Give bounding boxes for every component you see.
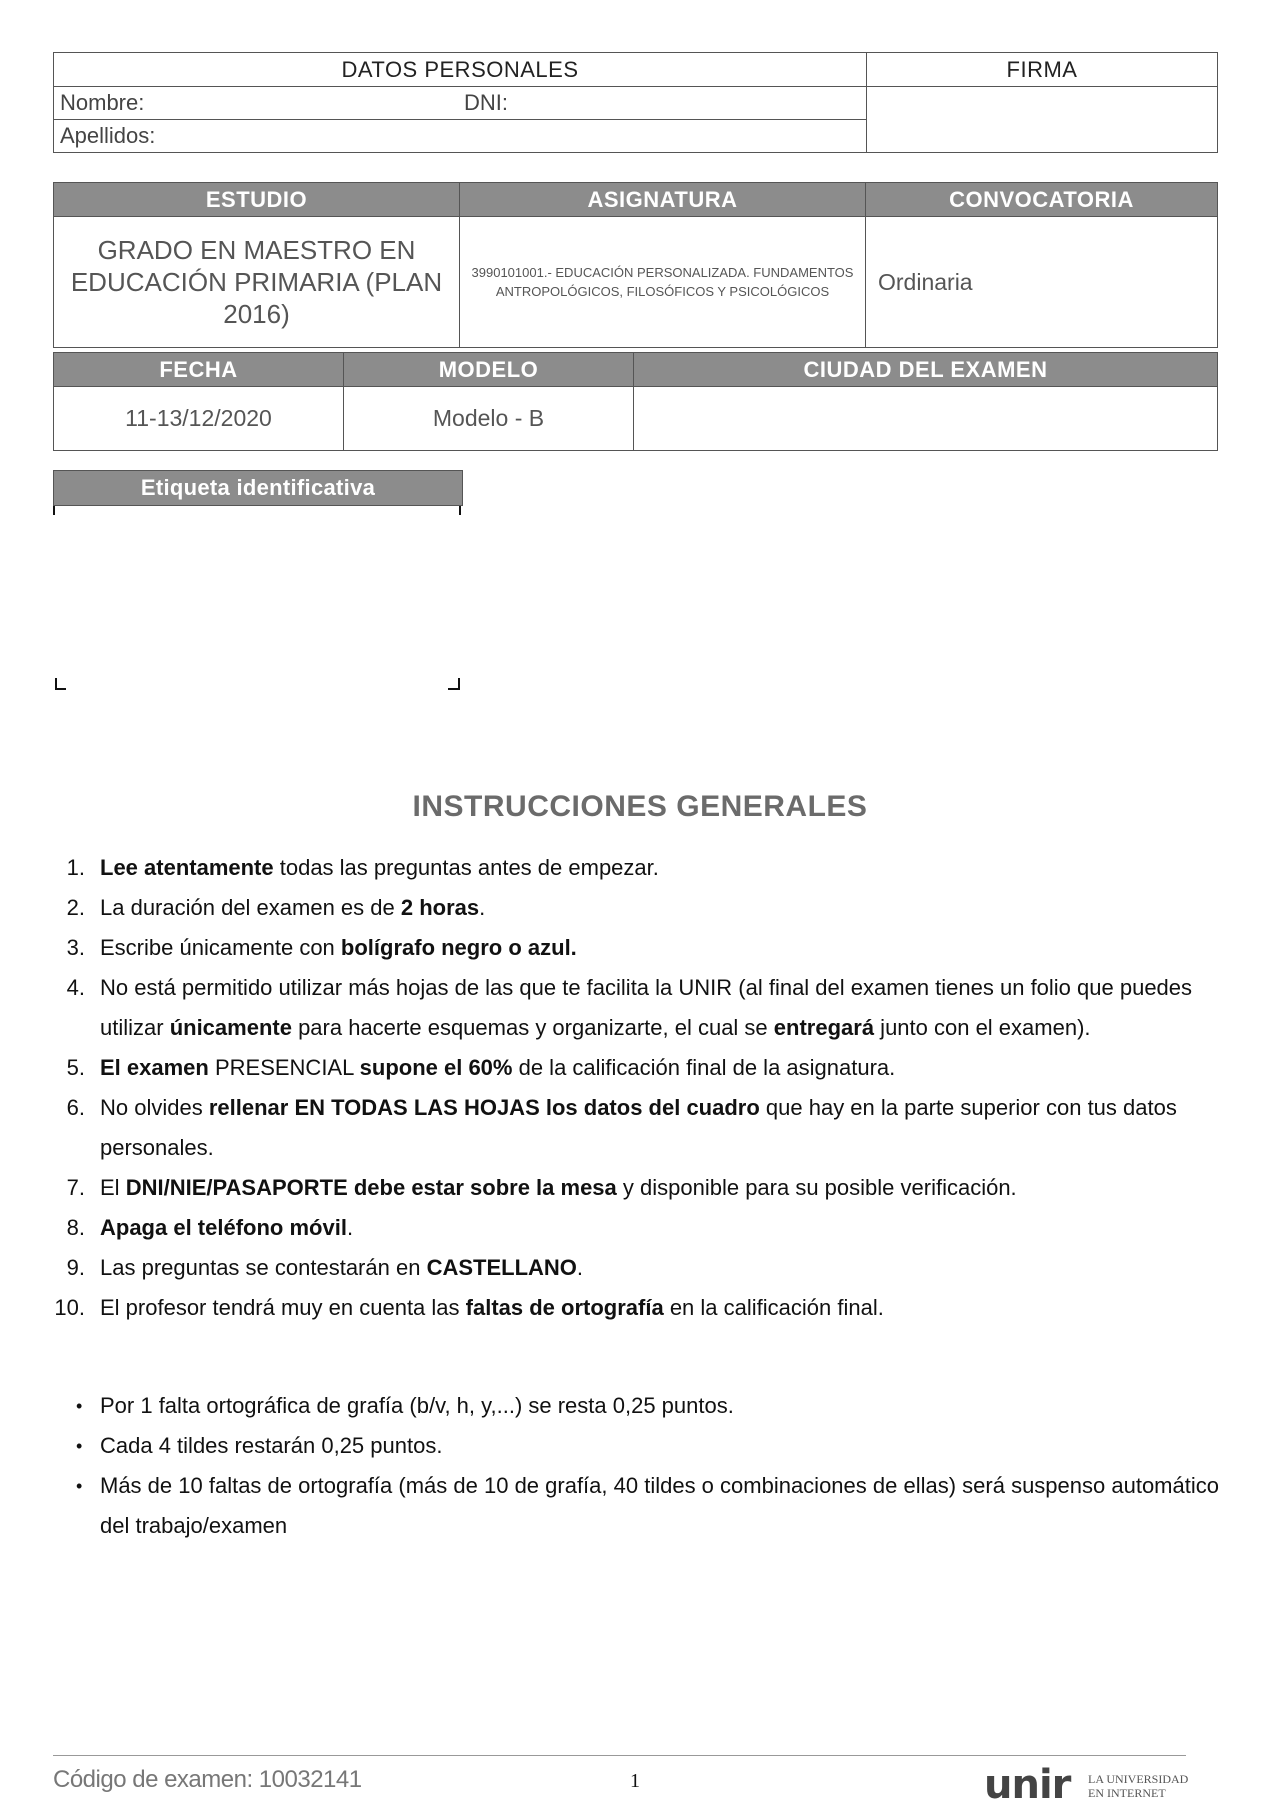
model-value: Modelo - B (344, 387, 634, 451)
logo-tagline-line2: EN INTERNET (1088, 1786, 1166, 1800)
instruction-bold-text: supone el 60% (359, 1055, 513, 1080)
bullet-icon: • (76, 1436, 83, 1456)
date-header: FECHA (54, 353, 344, 387)
instruction-text: para hacerte esquemas y organizarte, el cual se (291, 1015, 774, 1040)
name-label: Nombre: (60, 90, 145, 115)
instruction-bold-text: entregará (773, 1015, 875, 1040)
logo-tagline-line1: LA UNIVERSIDAD (1088, 1772, 1189, 1786)
instruction-text: y disponible para su posible verificación. (616, 1175, 1017, 1200)
degree-value: GRADO EN MAESTRO EN EDUCACIÓN PRIMARIA (PLAN 2016) (54, 217, 460, 348)
instruction-text: junto con el examen). (874, 1015, 1091, 1040)
instructions-title: INSTRUCCIONES GENERALES (412, 790, 868, 823)
instruction-text: PRESENCIAL (208, 1055, 360, 1080)
instruction-item (60, 1048, 1225, 1088)
name-dni-row[interactable] (54, 87, 867, 120)
instruction-bold-text: El examen (100, 1055, 209, 1080)
instruction-item (60, 848, 1225, 888)
instruction-bold-text: CASTELLANO (426, 1255, 577, 1280)
spelling-rule-text: Más de 10 faltas de ortografía (más de 10 de grafía, 40 tildes o combinaciones de ellas) será suspenso automático del trabajo/examen (100, 1473, 1219, 1538)
spelling-rule-item (60, 1386, 1225, 1426)
bullet-icon: • (76, 1396, 83, 1416)
instruction-number: 10. (54, 1295, 85, 1320)
label-corner-bottom-left (55, 678, 67, 690)
instruction-item (60, 1168, 1225, 1208)
personal-data-header: DATOS PERSONALES (54, 53, 867, 87)
label-corner-top-left (53, 506, 62, 515)
subject-value: 3990101001.- EDUCACIÓN PERSONALIZADA. FUNDAMENTOS ANTROPOLÓGICOS, FILOSÓFICOS Y PSICOLÓGICOS (460, 217, 866, 348)
spelling-rule-text: Por 1 falta ortográfica de grafía (b/v, h, y,...) se resta 0,25 puntos. (100, 1393, 734, 1418)
page-number: 1 (630, 1770, 640, 1792)
instructions-list (54, 848, 1225, 1328)
instruction-text: . (576, 1255, 584, 1280)
footer-divider (53, 1755, 1186, 1756)
date-value: 11-13/12/2020 (54, 387, 344, 451)
surname-row[interactable] (54, 120, 867, 153)
instruction-number: 3. (66, 935, 85, 960)
study-table (53, 182, 1218, 348)
label-corner-bottom-right (448, 678, 460, 690)
instruction-bold-text: faltas de ortografía (465, 1295, 664, 1320)
instruction-number: 6. (66, 1095, 85, 1120)
instruction-text: todas las preguntas antes de empezar. (273, 855, 659, 880)
spelling-rules-list (60, 1386, 1225, 1546)
instruction-item (60, 968, 1225, 1048)
instruction-item (54, 1288, 1225, 1328)
city-value[interactable] (634, 387, 1218, 451)
instruction-item (60, 888, 1225, 928)
dni-label: DNI: (464, 90, 508, 115)
surname-label: Apellidos: (60, 123, 156, 148)
logo-tagline (1088, 1772, 1188, 1800)
model-header: MODELO (344, 353, 634, 387)
exam-code: Código de examen: 10032141 (53, 1766, 362, 1793)
instruction-item (60, 928, 1225, 968)
personal-data-table (53, 52, 1218, 153)
instruction-number: 8. (66, 1215, 85, 1240)
call-header: CONVOCATORIA (866, 183, 1218, 217)
instruction-number: 2. (66, 895, 85, 920)
instruction-item (60, 1088, 1225, 1168)
instruction-bold-text: DNI/NIE/PASAPORTE debe estar sobre la mesa (125, 1175, 617, 1200)
instruction-text: La duración del examen es de (100, 895, 401, 920)
instruction-item (60, 1248, 1225, 1288)
bullet-icon: • (76, 1476, 83, 1496)
spelling-rule-text: Cada 4 tildes restarán 0,25 puntos. (100, 1433, 443, 1458)
instruction-text: No está permitido utilizar más hojas de las que te facilita la UNIR (al final del examen tienes un folio que puedes utilizar (100, 975, 1193, 1040)
instruction-text: . (346, 1215, 354, 1240)
label-box-header: Etiqueta identificativa (53, 470, 463, 506)
instruction-bold-text: Apaga el teléfono móvil (100, 1215, 347, 1240)
instruction-text: El profesor tendrá muy en cuenta las (100, 1295, 466, 1320)
instruction-text: Escribe únicamente con (100, 935, 341, 960)
instruction-bold-text: únicamente (169, 1015, 292, 1040)
spelling-rule-item (60, 1426, 1225, 1466)
instruction-bold-text: bolígrafo negro o azul. (340, 935, 577, 960)
signature-header: FIRMA (867, 53, 1218, 87)
instruction-text: Las preguntas se contestarán en (100, 1255, 427, 1280)
instruction-text: El (100, 1175, 126, 1200)
instruction-text: . (479, 895, 486, 920)
signature-box[interactable] (867, 87, 1218, 153)
instruction-text: en la calificación final. (663, 1295, 884, 1320)
instruction-bold-text: Lee atentamente (100, 855, 274, 880)
instruction-number: 7. (66, 1175, 85, 1200)
study-header: ESTUDIO (54, 183, 460, 217)
instruction-number: 1. (66, 855, 85, 880)
instruction-text: de la calificación final de la asignatura. (512, 1055, 896, 1080)
label-corner-top-right (452, 506, 461, 515)
spelling-rule-item (60, 1466, 1225, 1546)
unir-logo: unir (984, 1762, 1071, 1808)
instruction-bold-text: 2 horas (400, 895, 480, 920)
instruction-bold-text: rellenar EN TODAS LAS HOJAS los datos del cuadro (208, 1095, 760, 1120)
instruction-number: 9. (66, 1255, 85, 1280)
call-value: Ordinaria (866, 217, 1218, 348)
instruction-text: No olvides (100, 1095, 209, 1120)
instruction-text: que hay en la parte superior con tus datos personales. (100, 1095, 1177, 1160)
instruction-item (60, 1208, 1225, 1248)
subject-header: ASIGNATURA (460, 183, 866, 217)
instruction-number: 4. (66, 975, 85, 1000)
instruction-number: 5. (66, 1055, 85, 1080)
exam-info-table (53, 352, 1218, 451)
city-header: CIUDAD DEL EXAMEN (634, 353, 1218, 387)
